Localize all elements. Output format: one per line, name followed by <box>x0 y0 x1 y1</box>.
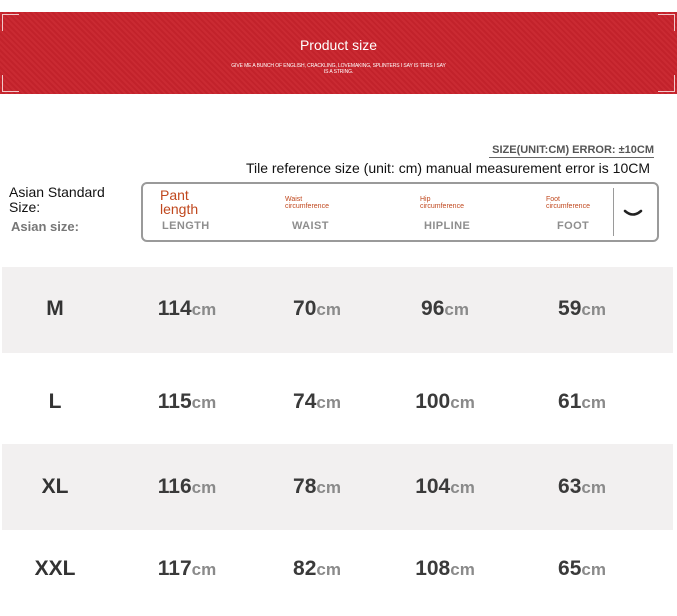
waist-value: 82cm <box>293 557 341 580</box>
column-header-en: WAIST <box>292 220 329 232</box>
column-header-cn: Waist circumference <box>285 196 329 210</box>
corner-bracket-decoration <box>2 14 19 31</box>
waist-value: 78cm <box>293 475 341 498</box>
corner-bracket-decoration <box>2 75 19 92</box>
corner-bracket-decoration <box>658 75 675 92</box>
foot-value: 61cm <box>558 390 606 413</box>
hip-value: 96cm <box>421 297 469 320</box>
asian-standard-label: Asian Standard Size: <box>9 184 105 215</box>
column-header-en: HIPLINE <box>424 220 471 232</box>
foot-value: 63cm <box>558 475 606 498</box>
size-row-xl <box>2 444 673 530</box>
banner-title: Product size <box>299 37 378 53</box>
reference-note: Tile reference size (unit: cm) manual measurement error is 10CM <box>245 160 650 176</box>
column-header-en: FOOT <box>557 220 590 232</box>
corner-bracket-decoration <box>658 14 675 31</box>
asian-size-label: Asian size: <box>11 219 79 234</box>
column-header-en: LENGTH <box>162 220 210 232</box>
hip-value: 100cm <box>415 390 475 413</box>
length-value: 116cm <box>157 475 217 498</box>
hip-value: 104cm <box>415 475 475 498</box>
hip-value: 108cm <box>415 557 475 580</box>
header-divider <box>613 188 614 236</box>
size-label: M <box>46 297 64 320</box>
length-value: 115cm <box>157 390 217 413</box>
product-size-banner <box>0 12 677 94</box>
length-value: 114cm <box>157 297 217 320</box>
length-value: 117cm <box>157 557 217 580</box>
size-label: L <box>48 390 62 413</box>
size-label: XXL <box>34 557 76 580</box>
size-error-note: SIZE(UNIT:CM) ERROR: ±10CM <box>489 144 654 158</box>
size-row-xxl <box>2 530 673 616</box>
waist-value: 70cm <box>293 297 341 320</box>
size-header-box <box>141 182 659 242</box>
waist-value: 74cm <box>293 390 341 413</box>
banner-subtitle: GIVE ME A BUNCH OF ENGLISH, CRACKLING, LOVEMAKING, SPLINTERS I SAY IS TERS I SAY IS A STRING. <box>231 63 446 75</box>
chevron-down-icon[interactable] <box>623 208 643 220</box>
size-row-l <box>2 360 673 446</box>
foot-value: 59cm <box>558 297 606 320</box>
column-header-cn: Hip circumference <box>420 196 464 210</box>
size-row-m <box>2 267 673 353</box>
foot-value: 65cm <box>558 557 606 580</box>
column-header-cn: Pant length <box>160 187 199 217</box>
size-label: XL <box>41 475 69 498</box>
column-header-cn: Foot circumference <box>546 196 590 210</box>
